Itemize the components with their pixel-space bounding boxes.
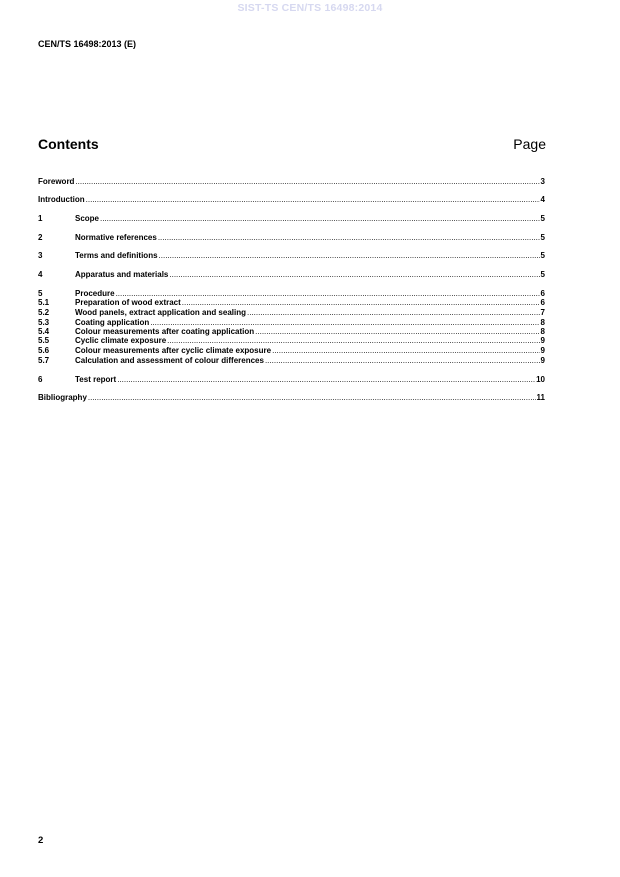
toc-entry-number: 5.1: [38, 298, 50, 307]
watermark: SIST-TS CEN/TS 16498:2014: [237, 2, 383, 14]
toc-entry-title: Procedure: [75, 289, 115, 298]
toc-entry-number: 6: [38, 375, 43, 384]
toc-entry-number: 5.3: [38, 318, 50, 327]
toc-entry[interactable]: [38, 374, 545, 385]
page-column-label: Page: [513, 136, 546, 152]
toc-entry-number: 5: [38, 289, 43, 298]
toc-entry-page: 8: [540, 327, 545, 336]
document-id: CEN/TS 16498:2013 (E): [38, 39, 137, 49]
toc-entry[interactable]: [38, 355, 545, 366]
toc-entry[interactable]: [38, 194, 545, 205]
toc-entry-page: 11: [536, 393, 545, 402]
toc-entry-title: Preparation of wood extract: [75, 298, 181, 307]
toc-entry-title: Test report: [75, 375, 117, 384]
toc-entry-page: 10: [536, 375, 545, 384]
toc-entry-page: 7: [540, 308, 545, 317]
toc-entry-page: 4: [540, 195, 545, 204]
toc-entry-title: Colour measurements after coating application: [75, 327, 255, 336]
contents-title: Contents: [38, 136, 99, 152]
toc-entry-title: Apparatus and materials: [75, 270, 169, 279]
toc-entry-title: Foreword: [38, 177, 75, 186]
toc-entry-number: 3: [38, 251, 43, 260]
toc-entry-number: 5.2: [38, 308, 50, 317]
toc-dot-leader: [75, 176, 539, 187]
toc-entry-number: 5.4: [38, 327, 50, 336]
toc-entry-title: Introduction: [38, 195, 85, 204]
toc-entry-page: 5: [540, 251, 545, 260]
toc-entry-title: Cyclic climate exposure: [75, 336, 167, 345]
toc-entry-number: 5.5: [38, 336, 50, 345]
toc-dot-leader: [86, 194, 540, 205]
toc-dot-leader: [117, 374, 535, 385]
toc-entry-page: 9: [540, 336, 545, 345]
toc-entry-page: 5: [540, 233, 545, 242]
toc-entry-number: 5.7: [38, 356, 50, 365]
toc-entry-page: 9: [540, 346, 545, 355]
contents-heading: [38, 136, 546, 154]
toc-entry-page: 3: [540, 177, 545, 186]
toc-entry-title: Colour measurements after cyclic climate exposure: [75, 346, 272, 355]
toc-dot-leader: [88, 392, 536, 403]
toc-dot-leader: [159, 250, 540, 261]
toc-entry-number: 2: [38, 233, 43, 242]
toc-dot-leader: [169, 269, 539, 280]
toc-entry-page: 8: [540, 318, 545, 327]
toc-entry-title: Scope: [75, 214, 100, 223]
toc-entry-title: Coating application: [75, 318, 150, 327]
toc-entry[interactable]: [38, 232, 545, 243]
toc-entry-title: Calculation and assessment of colour differences: [75, 356, 264, 365]
toc-dot-leader: [265, 355, 540, 366]
toc-entry[interactable]: [38, 176, 545, 187]
toc-entry-page: 9: [540, 356, 545, 365]
toc-entry[interactable]: [38, 213, 545, 224]
toc-entry-title: Normative references: [75, 233, 157, 242]
toc-entry[interactable]: [38, 250, 545, 261]
toc-entry[interactable]: [38, 269, 545, 280]
toc-entry-number: 5.6: [38, 346, 50, 355]
toc-entry-title: Wood panels, extract application and sealing: [75, 308, 246, 317]
toc-dot-leader: [100, 213, 540, 224]
toc-entry-page: 5: [540, 270, 545, 279]
page-number: 2: [38, 835, 44, 846]
toc-entry-page: 5: [540, 214, 545, 223]
toc-entry-page: 6: [540, 289, 545, 298]
toc-entry-title: Bibliography: [38, 393, 87, 402]
toc-entry-page: 6: [540, 298, 545, 307]
toc-dot-leader: [158, 232, 540, 243]
toc-entry[interactable]: [38, 392, 545, 403]
toc-entry-number: 4: [38, 270, 43, 279]
toc-entry-number: 1: [38, 214, 43, 223]
toc-entry-title: Terms and definitions: [75, 251, 158, 260]
